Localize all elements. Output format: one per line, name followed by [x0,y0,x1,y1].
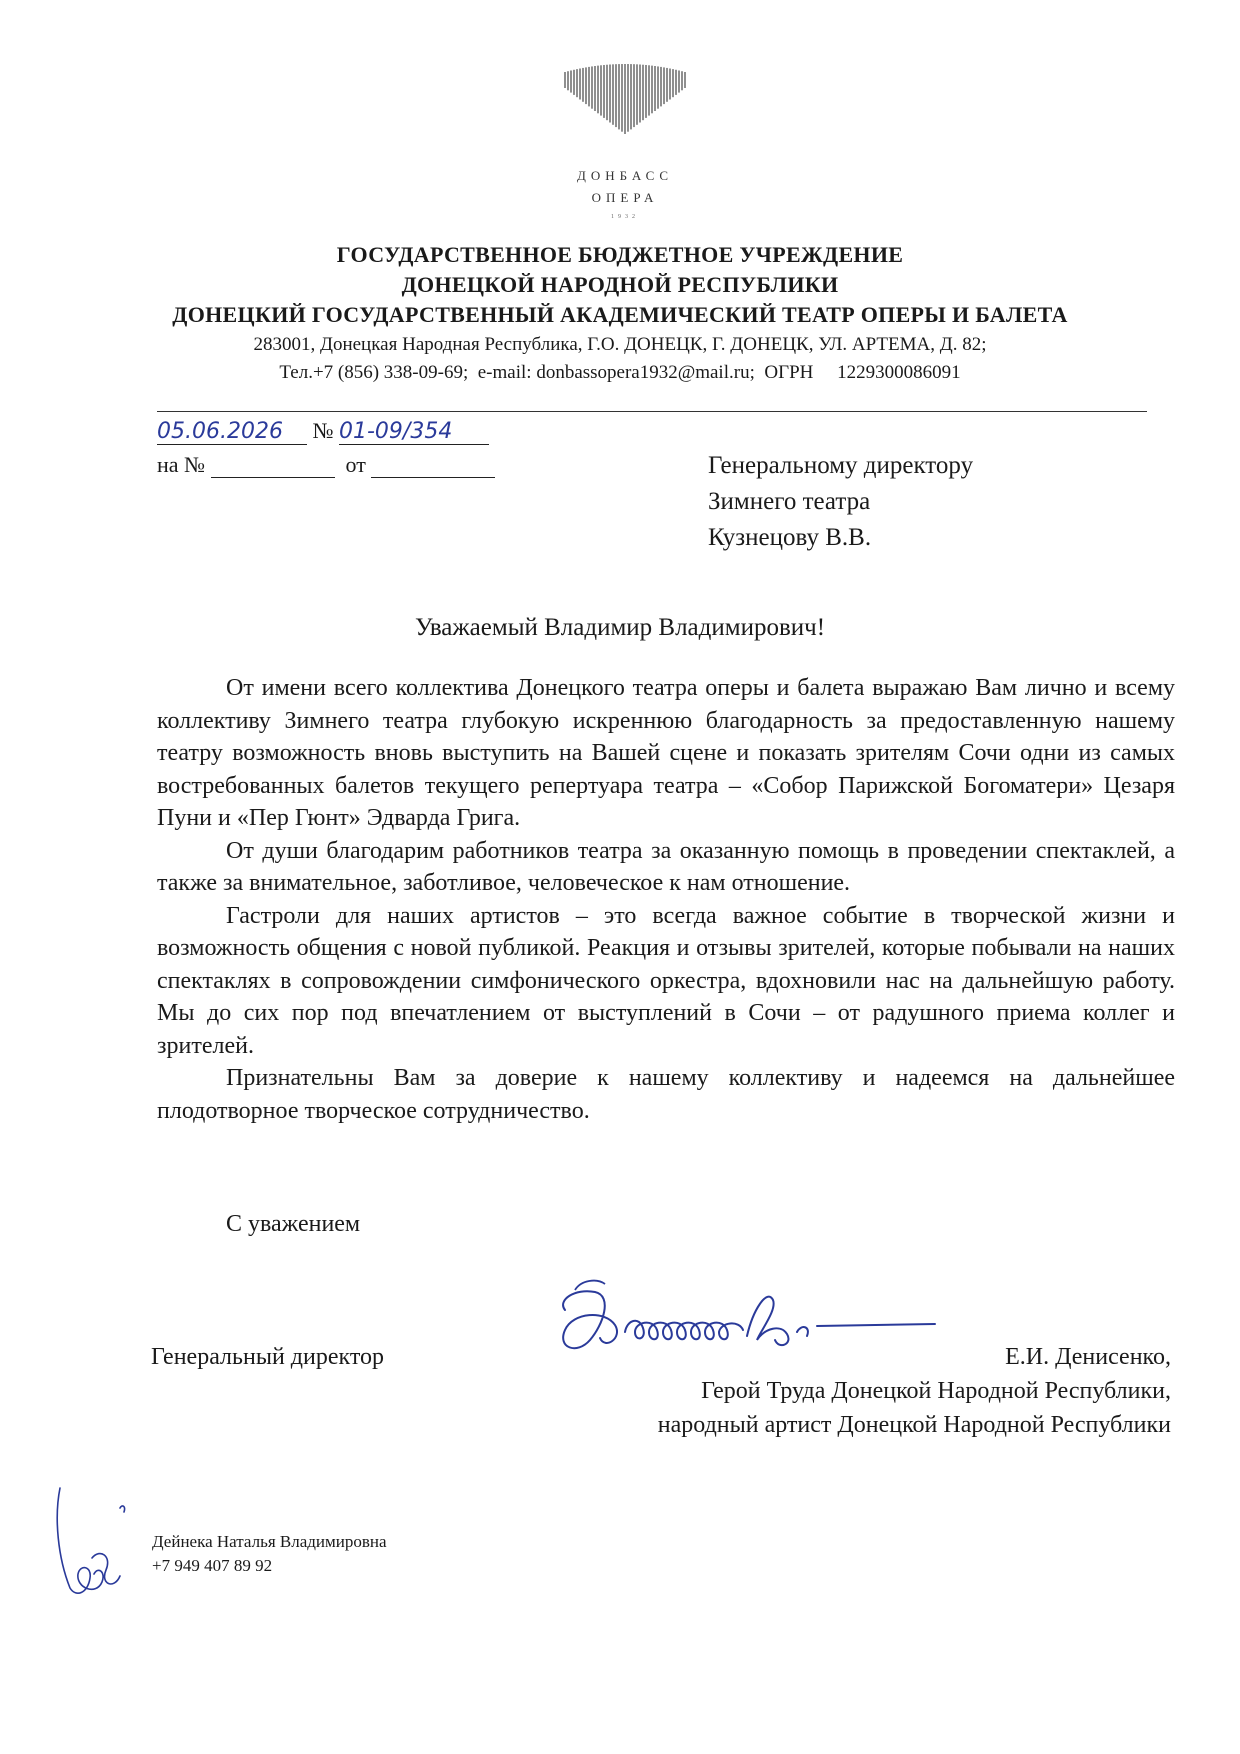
addressee-line3: Кузнецову В.В. [708,524,872,551]
reference-number-line [157,452,495,478]
executor-name: Дейнека Наталья Владимировна [152,1532,387,1551]
signatory-position: Генеральный директор [151,1344,385,1370]
ref-number-label: на № [157,452,206,477]
org-address: 283001, Донецкая Народная Республика, Г.О. ДОНЕЦК, Г. ДОНЕЦК, УЛ. АРТЕМА, Д. 82; [253,334,987,355]
signatory-title-line2: народный артист Донецкой Народной Республики [657,1412,1171,1438]
ref-from-label: от [345,452,366,477]
logo-text-donbass: ДОНБАСС [576,168,674,183]
number-label: № [312,418,334,443]
contacts-ogrn: 1229300086091 [837,362,961,383]
ref-date-blank [371,457,495,478]
contacts-email: donbassopera1932@mail.ru; [536,362,755,383]
addressee-line1: Генеральному директору [708,452,974,479]
org-name-line3: ДОНЕЦКИЙ ГОСУДАРСТВЕННЫЙ АКАДЕМИЧЕСКИЙ ТЕАТР ОПЕРЫ И БАЛЕТА [172,302,1068,327]
registration-number-line [157,418,489,445]
signatory-title-line1: Герой Труда Донецкой Народной Республики, [701,1378,1171,1404]
addressee-block [708,448,973,556]
logo-text-opera: ОПЕРА [591,190,659,205]
contacts-phone: Тел.+7 (856) 338-09-69; [279,362,469,383]
org-name-line1: ГОСУДАРСТВЕННОЕ БЮДЖЕТНОЕ УЧРЕЖДЕНИЕ [336,242,904,267]
body-paragraph: Признательны Вам за доверие к нашему коллективу и надеемся на дальнейшее плодотворное творческое сотрудничество. [157,1065,1175,1124]
letter-body [157,672,1175,1127]
ref-number-blank [211,457,335,478]
executor-initials-mark [40,1478,130,1608]
contacts-ogrn-label: ОГРН [764,362,814,383]
outgoing-number: 01-09/354 [339,419,489,445]
signatory-name: Е.И. Денисенко, [1005,1344,1171,1370]
header-divider [157,411,1147,412]
body-paragraph: Гастроли для наших артистов – это всегда важное событие в творческой жизни и возможность общения с новой публикой. Реакция и отзывы зрителей, которые побывали на наших спектаклях в сопровождении симфонического оркестра, вдохновили нас на дальнейшую работу. Мы до сих пор под впечатлением от выступлений в Сочи – от радушного приема коллег и зрителей. [157,902,1175,1059]
closing: С уважением [226,1211,361,1237]
addressee-line2: Зимнего театра [708,488,871,515]
body-paragraph: От души благодарим работников театра за оказанную помощь в проведении спектаклей, а также за внимательное, заботливое, человеческое к нам отношение. [157,837,1175,896]
outgoing-date: 05.06.2026 [157,419,307,445]
body-paragraph: От имени всего коллектива Донецкого театра оперы и балета выражаю Вам лично и всему коллективу Зимнего театра глубокую искреннюю благодарность за предоставленную нашему театру возможность вновь выступить на Вашей сцене и показать зрителям Сочи одни из самых востребованных балетов текущего репертуара театра – «Собор Парижской Богоматери» Цезаря Пуни и «Пер Гюнт» Эдварда Грига. [157,675,1175,831]
org-name-line2: ДОНЕЦКОЙ НАРОДНОЙ РЕСПУБЛИКИ [401,272,839,297]
contacts-email-label: e-mail: [477,362,532,383]
donbass-opera-logo [560,58,690,138]
salutation: Уважаемый Владимир Владимирович! [414,614,826,641]
executor-phone: +7 949 407 89 92 [152,1556,273,1575]
org-contacts [0,362,1240,384]
logo-year: 1932 [611,214,639,220]
